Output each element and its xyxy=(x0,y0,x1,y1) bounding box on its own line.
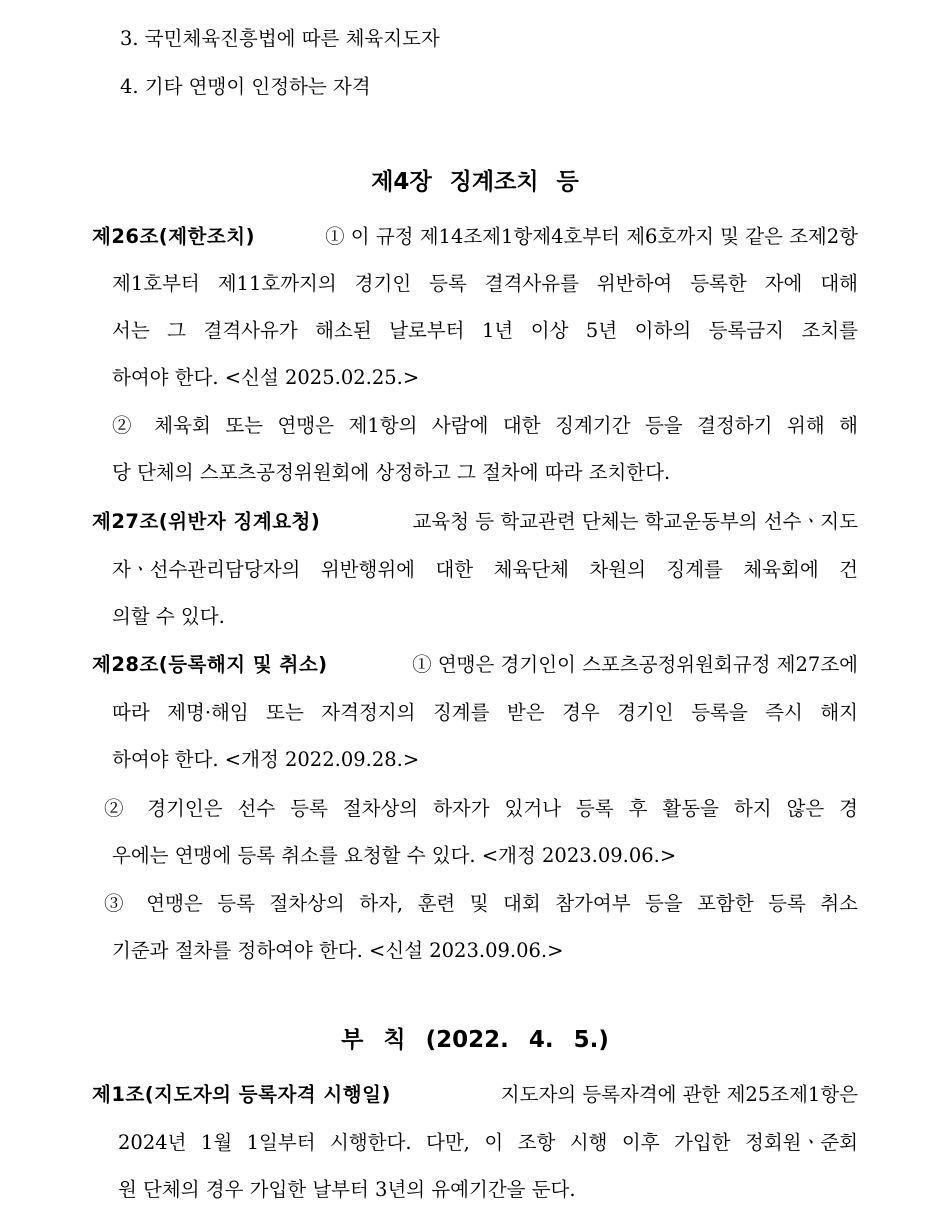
addendum-article-1-title: 제1조(지도자의 등록자격 시행일) xyxy=(92,1083,391,1106)
article-28-para-2-line-2: 우에는 연맹에 등록 취소를 요청할 수 있다. <개정 2023.09.06.> xyxy=(112,844,677,867)
article-26-para-1-line-1: ① 이 규정 제14조제1항제4호부터 제6호까지 및 같은 조제2항 xyxy=(325,225,858,248)
article-28-para-3-line-1: ③ 연맹은 등록 절차상의 하자, 훈련 및 대회 참가여부 등을 포함한 등록 취소 xyxy=(104,892,858,915)
article-28-para-3-line-2: 기준과 절차를 정하여야 한다. <신설 2023.09.06.> xyxy=(112,939,564,962)
article-26-title: 제26조(제한조치) xyxy=(92,225,255,248)
article-27-line-2: 자ㆍ선수관리담당자의 위반행위에 대한 체육단체 차원의 징계를 체육회에 건 xyxy=(112,558,858,581)
article-28-title: 제28조(등록해지 및 취소) xyxy=(92,653,328,676)
addendum-article-1-line-3: 원 단체의 경우 가입한 날부터 3년의 유예기간을 둔다. xyxy=(118,1178,576,1201)
article-27-line-1-text: 교육청 등 학교관련 단체는 학교운동부의 선수ㆍ지도 xyxy=(412,510,858,533)
addendum-heading: 부 칙 (2022. 4. 5.) xyxy=(341,1027,609,1053)
article-28-para-1-line-2: 따라 제명·해임 또는 자격정지의 징계를 받은 경우 경기인 등록을 즉시 해지 xyxy=(112,701,858,724)
article-28-para-1-line-1: ① 연맹은 경기인이 스포츠공정위원회규정 제27조에 xyxy=(412,653,858,676)
list-item-3: 3. 국민체육진흥법에 따른 체육지도자 xyxy=(120,27,440,50)
article-27-line-1 xyxy=(92,509,858,535)
article-26-line-1 xyxy=(92,224,858,250)
article-26-para-2-line-2: 당 단체의 스포츠공정위원회에 상정하고 그 절차에 따라 조치한다. xyxy=(112,461,671,484)
article-26-para-1-line-2: 제1호부터 제11호까지의 경기인 등록 결격사유를 위반하여 등록한 자에 대해 xyxy=(112,272,858,295)
article-26-para-2-line-1: ② 체육회 또는 연맹은 제1항의 사람에 대한 징계기간 등을 결정하기 위해 해 xyxy=(112,414,858,437)
article-26-para-1-line-3: 서는 그 결격사유가 해소된 날로부터 1년 이상 5년 이하의 등록금지 조치를 xyxy=(112,319,858,342)
article-28-para-2-line-1: ② 경기인은 선수 등록 절차상의 하자가 있거나 등록 후 활동을 하지 않은 경 xyxy=(104,797,858,820)
list-item-4: 4. 기타 연맹이 인정하는 자격 xyxy=(120,75,371,98)
article-28-line-1 xyxy=(92,652,858,678)
addendum-article-1-line-1 xyxy=(92,1082,858,1108)
article-27-title: 제27조(위반자 징계요청) xyxy=(92,510,321,533)
article-26-para-1-line-4: 하여야 한다. <신설 2025.02.25.> xyxy=(112,366,420,389)
addendum-article-1-line-2: 2024년 1월 1일부터 시행한다. 다만, 이 조항 시행 이후 가입한 정회원ㆍ준회 xyxy=(118,1131,858,1154)
chapter-4-heading: 제4장 징계조치 등 xyxy=(371,169,579,195)
article-28-para-1-line-3: 하여야 한다. <개정 2022.09.28.> xyxy=(112,748,420,771)
article-27-line-3: 의할 수 있다. xyxy=(112,605,225,628)
addendum-article-1-line-1-text: 지도자의 등록자격에 관한 제25조제1항은 xyxy=(500,1083,858,1106)
